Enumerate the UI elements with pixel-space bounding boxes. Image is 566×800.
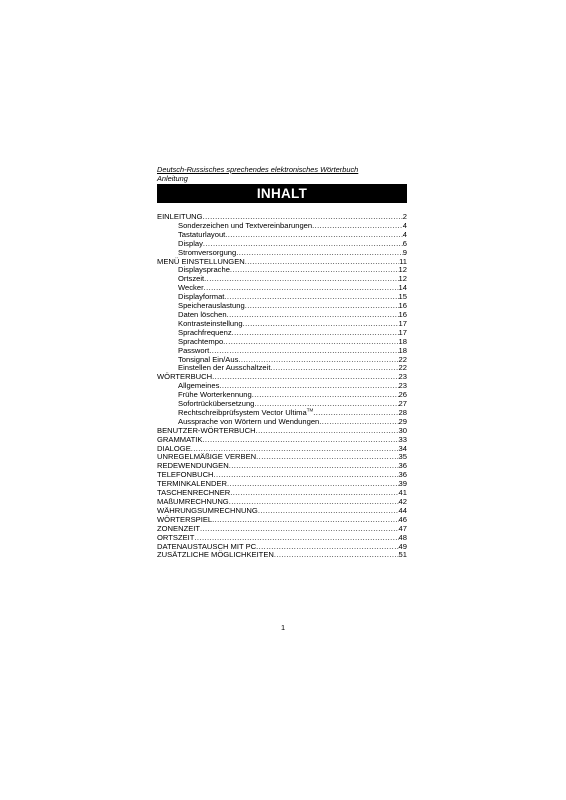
toc-leader-dots: [212, 373, 398, 382]
toc-entry-title-text: WÄHRUNGSUMRECHNUNG: [157, 505, 258, 515]
toc-leader-dots: [224, 293, 398, 302]
toc-entry-title-text: TELEFONBUCH: [157, 470, 214, 480]
toc-entry-title-text: ZONENZEIT: [157, 523, 201, 533]
toc-leader-dots: [212, 516, 398, 525]
toc-entry-title-text: Tonsignal Ein/Aus: [178, 354, 239, 364]
toc-entry-title-text: REDEWENDUNGEN: [157, 461, 229, 471]
toc-entry-title-text: DATENAUSTAUSCH MIT PC: [157, 541, 257, 551]
toc-entry-page: 41: [398, 488, 407, 498]
header-subtitle: Anleitung: [157, 174, 188, 183]
toc-leader-dots: [274, 551, 399, 560]
toc-entry-title-text: Wecker: [178, 283, 204, 293]
toc-entry-title-text: TASCHENRECHNER: [157, 488, 231, 498]
toc-entry-title-text: GRAMMATIK: [157, 434, 203, 444]
toc-leader-dots: [313, 409, 398, 418]
toc-entry-page: 51: [398, 550, 407, 560]
toc-entry-page: 34: [398, 443, 407, 453]
toc-entry-title-text: MENÜ EINSTELLUNGEN: [157, 256, 245, 266]
toc-entry-title-text: Kontrasteinstellung: [178, 318, 243, 328]
toc-entry-page: 23: [398, 372, 407, 382]
toc-entry-page: 48: [398, 532, 407, 542]
toc-entry-page: 29: [398, 416, 407, 426]
toc-entry-page: 14: [398, 283, 407, 293]
toc-entry-page: 17: [398, 327, 407, 337]
toc-entry-title-text: Sprachtempo: [178, 336, 224, 346]
toc-entry-title-text: ZUSÄTZLICHE MÖGLICHKEITEN: [157, 550, 274, 560]
toc-leader-dots: [214, 471, 399, 480]
toc-entry-page: 26: [398, 390, 407, 400]
toc-leader-dots: [200, 525, 399, 534]
toc-entry: [157, 525, 407, 534]
toc-entry-page: 15: [398, 292, 407, 302]
toc-leader-dots: [232, 329, 399, 338]
toc-entry: [157, 436, 407, 445]
toc-entry-title-text: WÖRTERSPIEL: [157, 514, 213, 524]
toc-entry-page: 23: [398, 381, 407, 391]
toc-entry-page: 30: [398, 425, 407, 435]
toc-leader-dots: [319, 418, 398, 427]
toc-entry-title-text: Sofortrückübersetzung: [178, 399, 255, 409]
toc-leader-dots: [245, 302, 399, 311]
toc-entry-page: 49: [398, 541, 407, 551]
toc-entry-page: 28: [398, 407, 407, 417]
toc-leader-dots: [243, 320, 399, 329]
toc-leader-dots: [258, 507, 399, 516]
toc-entry-page: 16: [398, 301, 407, 311]
toc-entry-title-text: WÖRTERBUCH: [157, 372, 213, 382]
toc-entry-title-text: Display: [178, 238, 203, 248]
toc-entry-title-text: Passwort: [178, 345, 210, 355]
toc-entry-page: 35: [398, 452, 407, 462]
toc-leader-dots: [223, 338, 398, 347]
page-number: 1: [280, 623, 286, 632]
toc-entry-title-text: Speicherauslastung: [178, 301, 245, 311]
toc-entry-title-text: Aussprache von Wörtern und Wendungen: [178, 416, 320, 426]
toc-entry-title-text: BENUTZER-WÖRTERBUCH: [157, 425, 256, 435]
toc-entry-title-text: DIALOGE: [157, 443, 191, 453]
toc-leader-dots: [202, 436, 398, 445]
toc-entry-title-text: Allgemeines: [178, 381, 220, 391]
toc-leader-dots: [312, 222, 403, 231]
table-of-contents: [157, 213, 407, 560]
toc-entry-title-text: MAßUMRECHNUNG: [157, 497, 229, 506]
toc-entry-title-text: Sonderzeichen und Textvereinbarungen: [178, 220, 313, 230]
toc-entry-page: 9: [402, 247, 407, 257]
toc-leader-dots: [204, 275, 398, 284]
toc-leader-dots: [245, 258, 399, 267]
toc-entry-page: 36: [398, 461, 407, 471]
toc-leader-dots: [227, 311, 399, 320]
toc-entry-page: 18: [398, 345, 407, 355]
toc-entry-title-text: Displayformat: [178, 292, 225, 302]
document-header: [157, 165, 407, 185]
toc-entry: [157, 551, 407, 560]
trademark-superscript: TM: [306, 407, 314, 413]
toc-entry-page: 18: [398, 336, 407, 346]
toc-leader-dots: [227, 480, 399, 489]
toc-entry-page: 2: [402, 212, 407, 221]
toc-entry-page: 33: [398, 434, 407, 444]
toc-entry-title-text: UNREGELMÄßIGE VERBEN: [157, 452, 257, 462]
toc-entry-page: 4: [402, 220, 407, 230]
toc-leader-dots: [230, 266, 399, 275]
toc-entry-page: 16: [398, 309, 407, 319]
toc-entry-title-text: TERMINKALENDER: [157, 479, 228, 489]
toc-entry-title-text: Einstellen der Ausschaltzeit: [178, 363, 271, 373]
toc-entry-page: 17: [398, 318, 407, 328]
toc-entry-page: 36: [398, 470, 407, 480]
toc-entry-page: 12: [398, 274, 407, 284]
toc-entry-title-text: Rechtschreibprüfsystem Vector Ultima: [178, 407, 307, 417]
toc-entry-page: 22: [398, 354, 407, 364]
toc-entry-page: 22: [398, 363, 407, 373]
toc-leader-dots: [256, 427, 399, 436]
toc-entry-page: 47: [398, 523, 407, 533]
toc-entry-page: 39: [398, 479, 407, 489]
toc-entry-page: 11: [399, 256, 407, 266]
toc-leader-dots: [225, 231, 402, 240]
toc-entry-title-text: Frühe Worterkennung: [178, 390, 252, 400]
toc-entry-page: 27: [398, 399, 407, 409]
toc-leader-dots: [236, 249, 403, 258]
toc-entry-page: 4: [402, 229, 407, 239]
toc-entry-title-text: Tastaturlayout: [178, 229, 226, 239]
toc-leader-dots: [204, 284, 399, 293]
section-banner: INHALT: [157, 185, 407, 203]
toc-leader-dots: [230, 489, 398, 498]
toc-entry-title-text: ORTSZEIT: [157, 532, 195, 542]
toc-entry-title: [157, 551, 274, 560]
toc-entry-page: 6: [402, 238, 407, 248]
toc-entry-title-text: Ortszeit: [178, 274, 205, 284]
toc-entry-title-text: Daten löschen: [178, 309, 227, 319]
toc-leader-dots: [229, 462, 399, 471]
toc-entry-title-text: Stromversorgung: [178, 247, 237, 257]
toc-entry-title-text: Displaysprache: [178, 265, 230, 275]
toc-leader-dots: [256, 543, 398, 552]
toc-leader-dots: [256, 453, 398, 462]
toc-entry-title-text: Sprachfrequenz: [178, 327, 232, 337]
toc-entry-page: 44: [398, 505, 407, 515]
toc-entry-page: 12: [398, 265, 407, 275]
toc-entry-title-text: EINLEITUNG: [157, 212, 203, 221]
header-title: Deutsch-Russisches sprechendes elektronisches Wörterbuch: [157, 165, 359, 174]
toc-entry-page: 46: [398, 514, 407, 524]
toc-entry-page: 42: [398, 497, 407, 506]
toc-leader-dots: [270, 364, 398, 373]
toc-leader-dots: [252, 391, 399, 400]
